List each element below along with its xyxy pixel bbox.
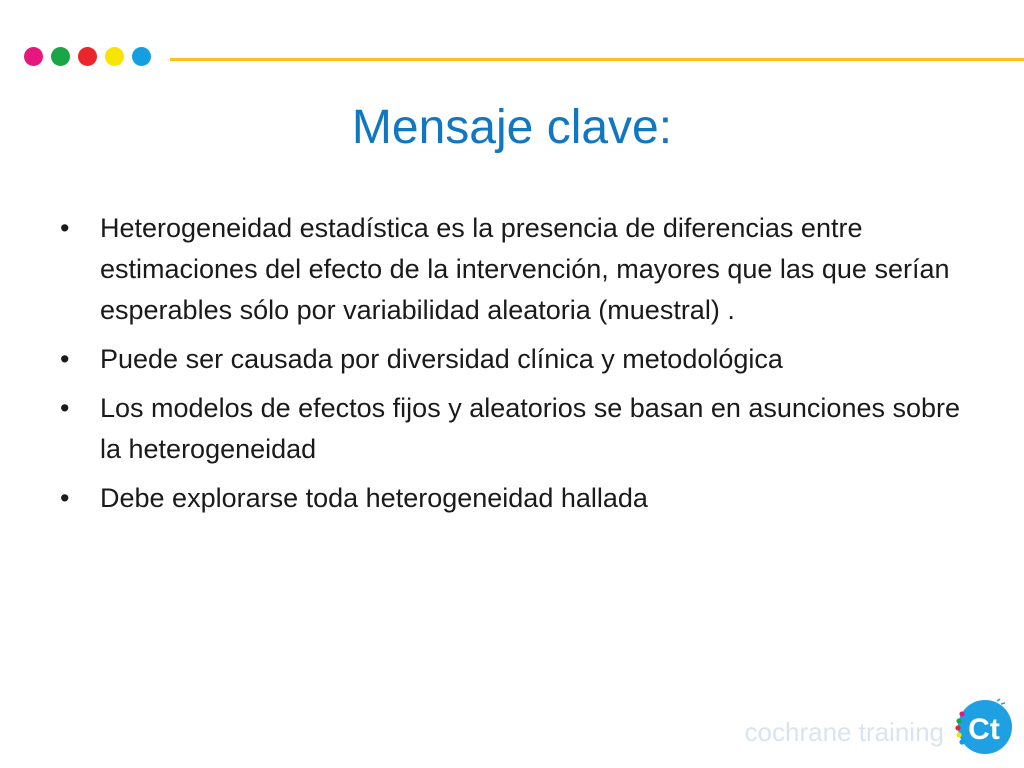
bullet-icon: • <box>60 483 70 513</box>
bullet-icon: • <box>60 213 70 243</box>
bullet-icon: • <box>60 344 70 374</box>
bullet-text: Heterogeneidad estadística es la presencia de diferencias entre estimaciones del efecto de la intervención, mayores que las que serían esperables sólo por variabilidad aleatoria (muestral) . <box>100 213 950 325</box>
header-divider-line <box>170 58 1024 61</box>
yellow-dot-icon <box>105 47 124 66</box>
brand-text: cochrane training <box>744 717 944 747</box>
slide-title: Mensaje clave: <box>351 101 673 154</box>
bullet-list <box>58 208 978 527</box>
red-dot-icon <box>78 47 97 66</box>
blue-dot-icon <box>132 47 151 66</box>
bullet-item <box>58 339 978 380</box>
green-dot-icon <box>51 47 70 66</box>
bullet-item <box>58 208 978 331</box>
svg-text:Ct: Ct <box>968 713 1000 746</box>
bullet-item <box>58 388 978 470</box>
bullet-text: Los modelos de efectos fijos y aleatorios se basan en asunciones sobre la heterogeneidad <box>100 393 961 464</box>
header-dots <box>24 47 151 66</box>
bullet-text: Debe explorarse toda heterogeneidad hallada <box>100 483 648 513</box>
magenta-dot-icon <box>24 47 43 66</box>
bullet-text: Puede ser causada por diversidad clínica y metodológica <box>100 344 783 374</box>
bullet-icon: • <box>60 393 70 423</box>
cochrane-training-logo-icon <box>953 697 1013 757</box>
bullet-item <box>58 478 978 519</box>
